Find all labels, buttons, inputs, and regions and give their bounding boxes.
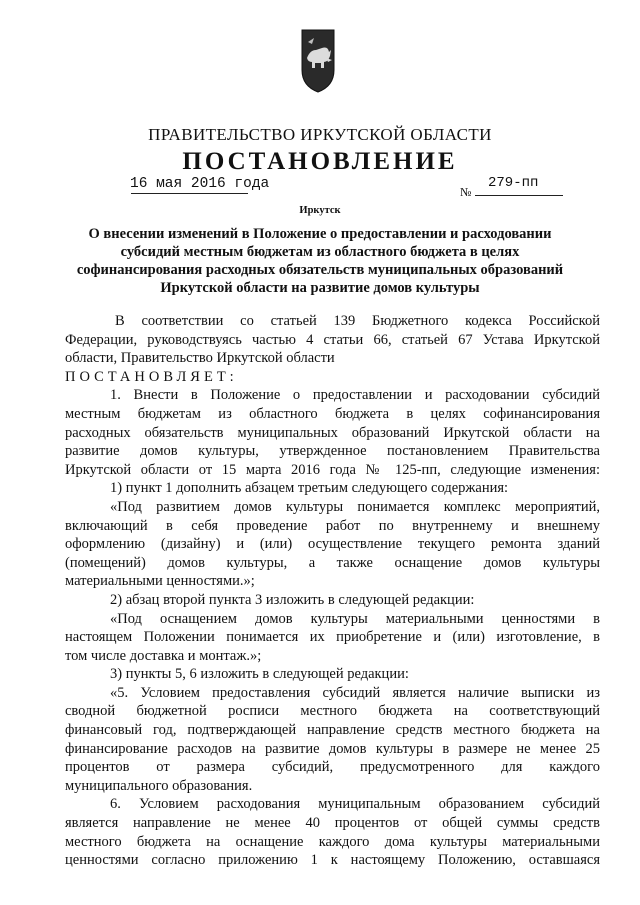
number-sign: № — [460, 185, 472, 199]
government-name: ПРАВИТЕЛЬСТВО ИРКУТСКОЙ ОБЛАСТИ — [148, 125, 492, 144]
body-line: том числе доставка и монтаж.»; — [65, 647, 262, 664]
body-line: В соответствии со статьей 139 Бюджетного кодекса Российской — [115, 313, 600, 329]
body-line: 6. Условием расходования муниципальным образованием субсидий — [110, 796, 600, 813]
body-line: включающий в себя проведение работ по внутреннему и внешнему — [65, 517, 600, 534]
body-line: 3) пункты 5, 6 изложить в следующей редакции: — [110, 666, 409, 683]
body-line: «Под оснащением домов культуры материальными ценностями в — [110, 610, 600, 627]
body-line: настоящем Положении понимается их приобретение и (или) изготовление, в — [65, 629, 600, 646]
body-line: муниципального образования. — [65, 777, 253, 794]
number-underline — [475, 195, 563, 196]
body-line: области, Правительство Иркутской области — [65, 350, 335, 367]
body-line: расходных обязательств муниципальных образований Иркутской области на — [65, 424, 600, 441]
body-line: Федерации, руководствуясь частью 4 статьи 66, статьей 67 Устава Иркутской — [65, 331, 600, 348]
date-underline — [131, 193, 248, 194]
body-line: Иркутской области от 15 марта 2016 года № 125-пп, следующие изменения: — [65, 461, 600, 478]
body-line: финансовый год, подтверждающей направление средств местного бюджета на — [65, 722, 600, 739]
document-title — [60, 225, 580, 297]
body-line: оформлению (дизайну) и (или) осуществление текущего ремонта зданий — [65, 536, 600, 553]
body-line: является направление не менее 40 процентов от общей суммы средств — [65, 815, 600, 832]
city-name: Иркутск — [299, 205, 341, 216]
title-line: софинансирования расходных обязательств муниципальных образований — [76, 262, 564, 278]
document-body — [65, 312, 600, 870]
title-line: О внесении изменений в Положение о предоставлении и расходовании — [88, 226, 552, 242]
body-line: 2) абзац второй пункта 3 изложить в следующей редакции: — [110, 591, 475, 608]
document-type: ПОСТАНОВЛЕНИЕ — [182, 148, 458, 175]
body-line: 1) пункт 1 дополнить абзацем третьим следующего содержания: — [110, 480, 509, 497]
body-line: местным бюджетам из областного бюджета в целях софинансирования — [65, 405, 600, 422]
body-line: процентов от размера субсидий, предусмотренного для каждого — [65, 759, 600, 776]
body-line: финансирование расходов на развитие домов культуры в размере не менее 25 — [65, 740, 600, 757]
document-date: 16 мая 2016 года — [130, 176, 270, 192]
body-line: 1. Внести в Положение о предоставлении и расходовании субсидий — [110, 387, 600, 404]
irkutsk-coat-of-arms-icon — [298, 28, 338, 94]
title-line: субсидий местным бюджетам из областного бюджета в целях — [120, 244, 520, 260]
document-number: 279-пп — [488, 175, 539, 191]
body-line: ценностями согласно приложению 1 к настоящему Положению, оставшаяся — [65, 852, 600, 869]
body-line: (помещений) домов культуры, а также оснащение домов культуры — [65, 554, 600, 571]
title-line: Иркутской области на развитие домов культуры — [160, 280, 480, 296]
resolves-word: ПОСТАНОВЛЯЕТ: — [65, 368, 238, 385]
body-line: материальными ценностями.»; — [65, 573, 255, 590]
body-line: развитие домов культуры, утвержденное постановлением Правительства — [65, 443, 600, 460]
body-line: «Под развитием домов культуры понимается комплекс мероприятий, — [110, 498, 600, 515]
body-line: местного бюджета на оснащение каждого дома культуры материальными — [65, 833, 600, 850]
body-line: сводной бюджетной росписи местного бюджета на соответствующий — [65, 703, 600, 720]
body-line: «5. Условием предоставления субсидий является наличие выписки из — [110, 684, 600, 701]
